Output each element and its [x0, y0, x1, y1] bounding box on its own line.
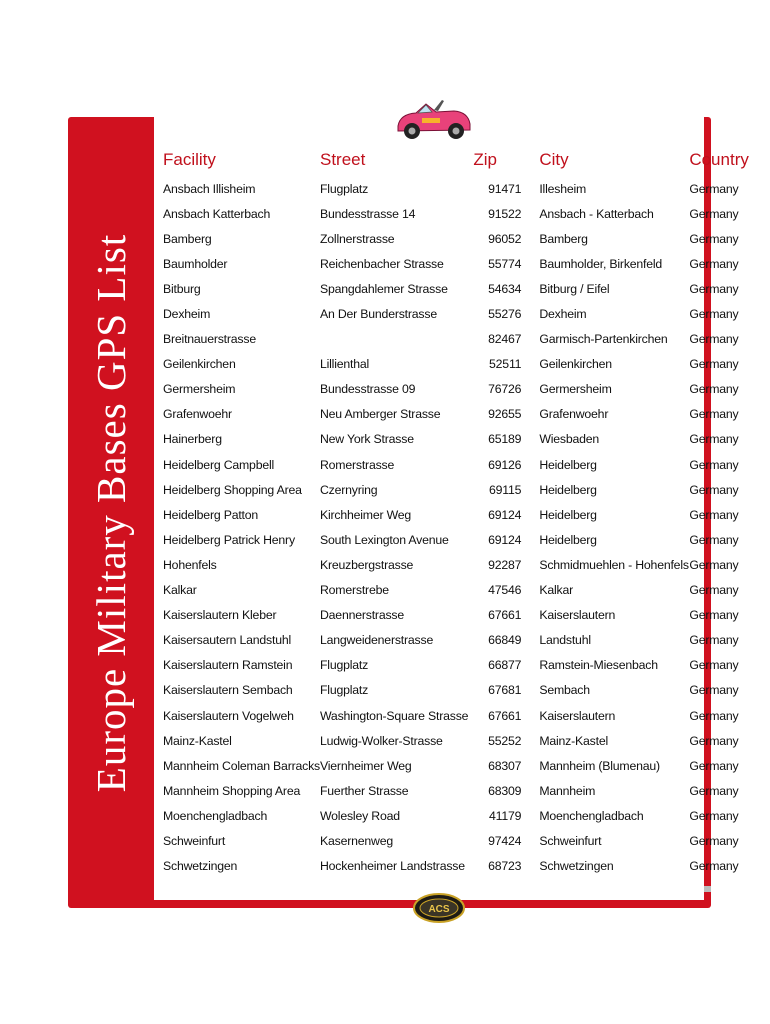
cell-facility: Heidelberg Patrick Henry [163, 532, 295, 547]
cell-street: Kirchheimer Weg [319, 507, 412, 522]
cell-country: Germany [689, 557, 739, 572]
cell-country: Germany [689, 432, 739, 447]
table-row [157, 176, 749, 201]
cell-street: An Der Bunderstrasse [319, 307, 437, 322]
table-row [157, 201, 749, 226]
cell-country: Germany [689, 608, 739, 623]
cell-street: New York Strasse [319, 432, 414, 447]
cell-zip: 76726 [488, 382, 522, 397]
cell-zip: 91471 [488, 181, 522, 196]
cell-facility: Dexheim [163, 307, 211, 322]
cell-country: Germany [689, 532, 739, 547]
table-row [157, 502, 749, 527]
cell-city: Heidelberg [539, 532, 597, 547]
cell-city: Landstuhl [539, 633, 591, 648]
cell-city: Schwetzingen [539, 859, 614, 874]
cell-country: Germany [689, 206, 739, 221]
cell-city: Schweinfurt [539, 833, 602, 848]
cell-zip: 66877 [488, 658, 522, 673]
cell-country: Germany [689, 808, 739, 823]
cell-facility: Kaiserslautern Kleber [163, 608, 277, 623]
cell-country: Germany [689, 783, 739, 798]
col-facility: Facility [163, 150, 216, 169]
table-row [157, 251, 749, 276]
table-row [157, 402, 749, 427]
cell-facility: Kaisersautern Landstuhl [163, 633, 292, 648]
cell-city: Bamberg [539, 231, 588, 246]
cell-street: Bundesstrasse 09 [319, 382, 416, 397]
table-row [157, 427, 749, 452]
cell-city: Sembach [539, 683, 590, 698]
cell-zip: 69124 [488, 507, 522, 522]
cell-facility: Mainz-Kastel [163, 733, 232, 748]
acs-logo [413, 893, 465, 923]
cell-country: Germany [689, 357, 739, 372]
table-row [157, 578, 749, 603]
cell-country: Germany [689, 181, 739, 196]
cell-zip: 69124 [488, 532, 522, 547]
cell-country: Germany [689, 507, 739, 522]
cell-country: Germany [689, 758, 739, 773]
cell-zip: 69126 [488, 457, 522, 472]
table-header-row [157, 150, 749, 176]
cell-zip: 54634 [488, 281, 522, 296]
table-row [157, 628, 749, 653]
cell-zip: 52511 [489, 357, 522, 372]
cell-street: South Lexington Avenue [319, 532, 449, 547]
cell-country: Germany [689, 859, 739, 874]
table-row [157, 803, 749, 828]
cell-street: Reichenbacher Strasse [319, 256, 444, 271]
cell-street: Ludwig-Wolker-Strasse [319, 733, 443, 748]
cell-city: Kaiserslautern [539, 708, 616, 723]
cell-zip: 68723 [488, 859, 522, 874]
table-row [157, 226, 749, 251]
cell-city: Bitburg / Eifel [539, 281, 610, 296]
cell-zip: 47546 [488, 583, 522, 598]
cell-street: Flugplatz [319, 658, 369, 673]
cell-zip: 55252 [488, 733, 522, 748]
cell-zip: 41179 [489, 808, 522, 823]
cell-country: Germany [689, 833, 739, 848]
cell-zip: 65189 [488, 432, 522, 447]
cell-zip: 92655 [488, 407, 522, 422]
cell-facility: Hohenfels [163, 557, 217, 572]
cell-zip: 82467 [488, 332, 522, 347]
cell-facility: Mannheim Shopping Area [163, 783, 301, 798]
cell-facility: Hainerberg [163, 432, 222, 447]
cell-facility: Schwetzingen [163, 859, 238, 874]
cell-zip: 97424 [488, 833, 522, 848]
cell-city: Schmidmuehlen - Hohenfels [539, 557, 689, 572]
cell-country: Germany [689, 633, 739, 648]
col-city: City [539, 150, 569, 169]
table-row [157, 753, 749, 778]
cell-facility: Schweinfurt [163, 833, 226, 848]
cell-street: Fuerther Strasse [319, 783, 409, 798]
cell-street: Neu Amberger Strasse [319, 407, 441, 422]
cell-street: Romerstrasse [319, 457, 395, 472]
cell-facility: Grafenwoehr [163, 407, 232, 422]
col-zip: Zip [473, 150, 497, 169]
cell-city: Garmisch-Partenkirchen [539, 332, 668, 347]
cell-facility: Kaiserslautern Sembach [163, 683, 293, 698]
table-row [157, 854, 749, 879]
page-title: Europe Military Bases GPS List [88, 233, 134, 792]
table-row [157, 452, 749, 477]
cell-zip: 68307 [488, 758, 522, 773]
cell-city: Ramstein-Miesenbach [539, 658, 658, 673]
cell-zip: 66849 [488, 633, 522, 648]
cell-city: Heidelberg [539, 507, 597, 522]
cell-city: Mainz-Kastel [539, 733, 609, 748]
cell-country: Germany [689, 231, 739, 246]
cell-zip: 67661 [488, 708, 522, 723]
cell-facility: Moenchengladbach [163, 808, 268, 823]
cell-street: Spangdahlemer Strasse [319, 281, 448, 296]
cell-zip: 92287 [488, 557, 522, 572]
table-row [157, 778, 749, 803]
table-row [157, 552, 749, 577]
cell-facility: Heidelberg Shopping Area [163, 482, 302, 497]
col-country: Country [689, 150, 749, 169]
cell-zip: 67681 [488, 683, 522, 698]
cell-street: Czernyring [319, 482, 378, 497]
cell-facility: Bitburg [163, 281, 201, 296]
cell-street: Hockenheimer Landstrasse [319, 859, 465, 874]
cell-zip: 68309 [488, 783, 522, 798]
cell-city: Heidelberg [539, 457, 597, 472]
cell-country: Germany [689, 382, 739, 397]
cell-facility: Heidelberg Patton [163, 507, 259, 522]
table-row [157, 678, 749, 703]
cell-country: Germany [689, 332, 739, 347]
cell-zip: 67661 [488, 608, 522, 623]
cell-street: Romerstrebe [319, 583, 389, 598]
cell-facility: Breitnauerstrasse [163, 332, 256, 347]
table-row [157, 527, 749, 552]
cell-facility: Baumholder [163, 256, 228, 271]
cell-country: Germany [689, 708, 739, 723]
cell-city: Grafenwoehr [539, 407, 609, 422]
cell-street [320, 327, 468, 352]
cell-city: Mannheim (Blumenau) [539, 758, 660, 773]
cell-city: Kalkar [539, 583, 573, 598]
title-band [68, 117, 154, 908]
cell-country: Germany [689, 733, 739, 748]
cell-facility: Kaiserslautern Ramstein [163, 658, 293, 673]
car-icon [392, 96, 474, 144]
bases-table [157, 150, 749, 879]
cell-facility: Heidelberg Campbell [163, 457, 275, 472]
cell-city: Wiesbaden [539, 432, 600, 447]
table-row [157, 276, 749, 301]
cell-city: Germersheim [539, 382, 612, 397]
cell-street: Wolesley Road [319, 808, 400, 823]
cell-street: Viernheimer Weg [319, 758, 412, 773]
cell-facility: Ansbach Illisheim [163, 181, 256, 196]
table-row [157, 477, 749, 502]
cell-country: Germany [689, 683, 739, 698]
cell-city: Kaiserslautern [539, 608, 616, 623]
cell-zip: 91522 [488, 206, 522, 221]
cell-city: Heidelberg [539, 482, 597, 497]
cell-zip: 55276 [488, 307, 522, 322]
cell-street: Kasernenweg [319, 833, 393, 848]
table-row [157, 728, 749, 753]
cell-city: Dexheim [539, 307, 587, 322]
cell-country: Germany [689, 281, 739, 296]
cell-street: Flugplatz [319, 683, 369, 698]
cell-city: Baumholder, Birkenfeld [539, 256, 663, 271]
cell-zip: 96052 [488, 231, 522, 246]
cell-city: Mannheim [539, 783, 596, 798]
cell-zip: 55774 [488, 256, 522, 271]
cell-street: Zollnerstrasse [319, 231, 395, 246]
cell-zip: 69115 [489, 482, 522, 497]
acs-logo-text: ACS [428, 904, 450, 915]
table-row [157, 327, 749, 352]
cell-facility: Ansbach Katterbach [163, 206, 271, 221]
cell-city: Illesheim [539, 181, 587, 196]
cell-street: Bundesstrasse 14 [319, 206, 416, 221]
panel-shadow [704, 886, 711, 892]
cell-country: Germany [689, 407, 739, 422]
cell-country: Germany [689, 457, 739, 472]
cell-country: Germany [689, 658, 739, 673]
table-row [157, 301, 749, 326]
cell-city: Moenchengladbach [539, 808, 644, 823]
cell-country: Germany [689, 256, 739, 271]
cell-street: Lillienthal [319, 357, 370, 372]
cell-facility: Germersheim [163, 382, 236, 397]
cell-street: Daennerstrasse [319, 608, 404, 623]
cell-facility: Bamberg [163, 231, 212, 246]
table-row [157, 377, 749, 402]
cell-country: Germany [689, 583, 739, 598]
table-row [157, 703, 749, 728]
cell-country: Germany [689, 482, 739, 497]
cell-street: Washington-Square Strasse [319, 708, 469, 723]
cell-country: Germany [689, 307, 739, 322]
cell-street: Kreuzbergstrasse [319, 557, 414, 572]
cell-city: Ansbach - Katterbach [539, 206, 654, 221]
cell-street: Flugplatz [319, 181, 369, 196]
table-row [157, 653, 749, 678]
cell-facility: Kaiserslautern Vogelweh [163, 708, 294, 723]
table-row [157, 352, 749, 377]
cell-facility: Mannheim Coleman Barracks [163, 758, 320, 773]
cell-city: Geilenkirchen [539, 357, 612, 372]
table-row [157, 603, 749, 628]
cell-street: Langweidenerstrasse [319, 633, 434, 648]
table-row [157, 828, 749, 853]
col-street: Street [319, 150, 366, 169]
cell-facility: Kalkar [163, 583, 197, 598]
cell-facility: Geilenkirchen [163, 357, 236, 372]
